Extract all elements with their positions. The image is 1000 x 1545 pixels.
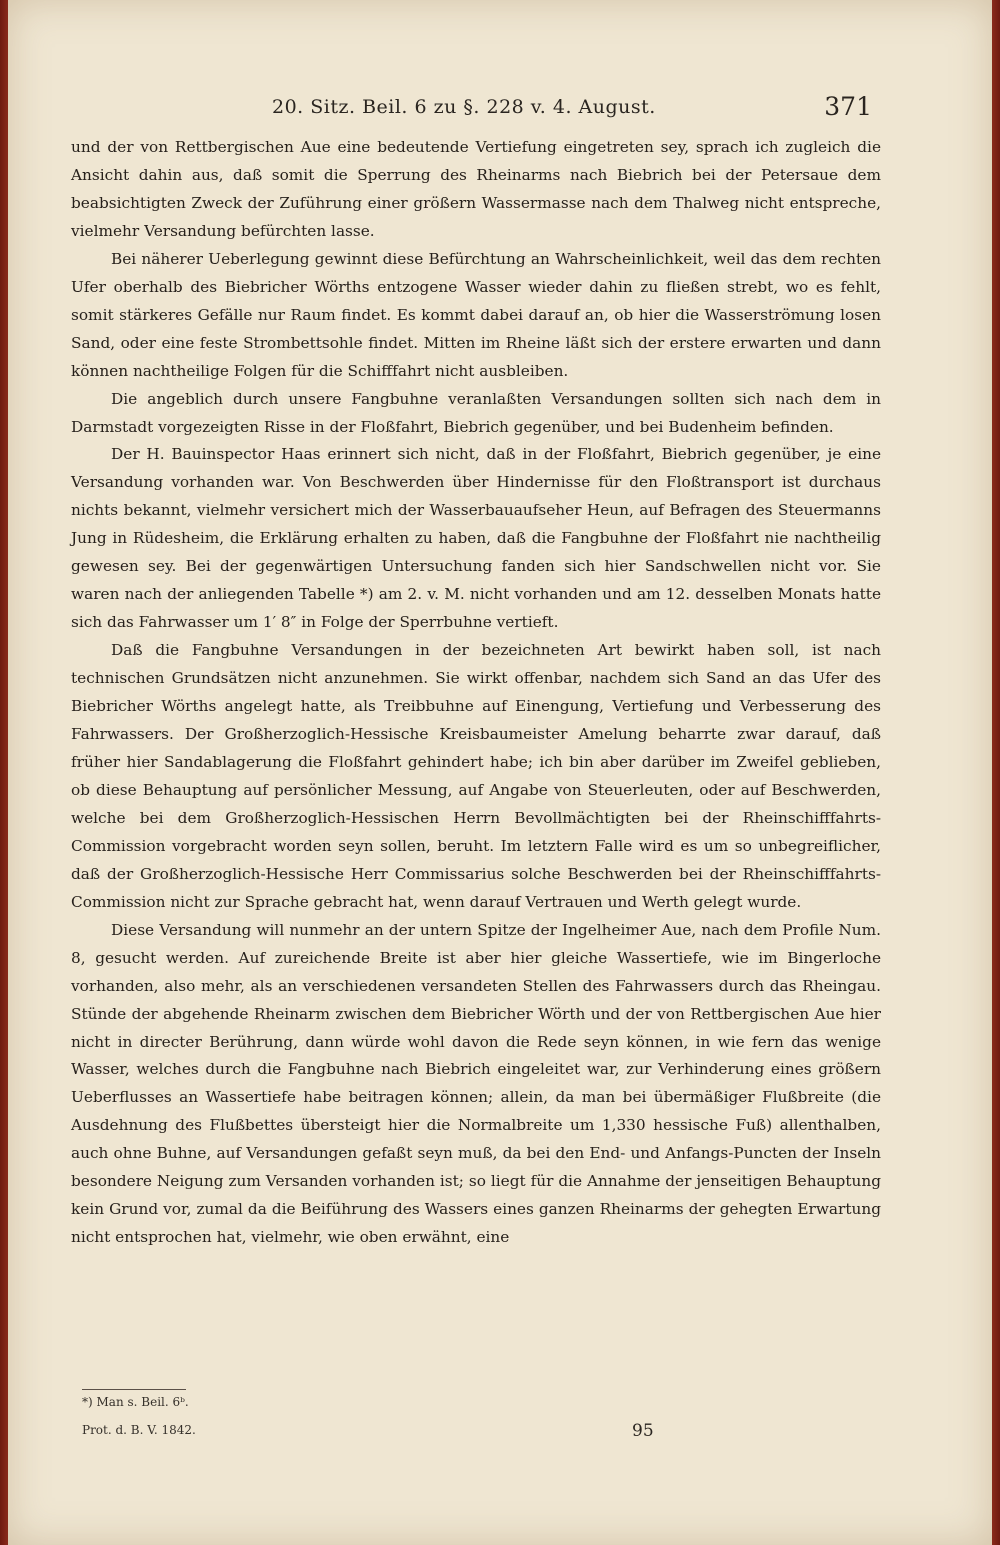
book-edge-left bbox=[0, 0, 8, 1545]
paragraph: Bei näherer Ueberlegung gewinnt diese Befürchtung an Wahrscheinlichkeit, weil das dem rechten Ufer oberhalb des Biebricher Wörths entzogene Wasser wieder dahin zu fließen strebt, wo es fehlt, somit stärkeres Gefälle nur Raum findet. Es kommt dabei darauf an, ob hier die Wasserströmung losen Sand, oder eine feste Strombettsohle findet. Mitten im Rheine läßt sich der erstere erwarten und dann können nachtheilige Folgen für die Schifffahrt nicht ausbleiben. bbox=[71, 249, 881, 380]
signature-line: Prot. d. B. V. 1842. bbox=[82, 1423, 196, 1437]
paragraph: Der H. Bauinspector Haas erinnert sich nicht, daß in der Floßfahrt, Biebrich gegenüber, je eine Versandung vorhanden war. Von Beschwerden über Hindernisse für den Floßtransport ist durchaus nichts bekannt, vielmehr versichert mich der Wasserbauaufseher Heun, auf Befragen des Steuermanns Jung in Rüdesheim, die Erklärung erhalten zu haben, daß die Fangbuhne der Floßfahrt nie nachtheilig gewesen sey. Bei der gegenwärtigen Untersuchung fanden sich hier Sandschwellen nicht vor. Sie waren nach der anliegenden Tabelle *) am 2. v. M. nicht vorhanden und am 12. desselben Monats hatte sich das Fahrwasser um 1′ 8″ in Folge der Sperrbuhne vertieft. bbox=[71, 445, 881, 632]
running-header bbox=[272, 92, 872, 126]
paragraph: und der von Rettbergischen Aue eine bedeutende Vertiefung eingetreten sey, sprach ich zugleich die Ansicht dahin aus, daß somit die Sperrung des Rheinarms nach Biebrich bei der Petersaue dem beabsichtigten Zweck der Zuführung einer größern Wassermasse nach dem Thalweg nicht entspreche, vielmehr Versandung befürchten lasse. bbox=[71, 138, 881, 240]
body-text bbox=[71, 134, 881, 1252]
paragraph: Die angeblich durch unsere Fangbuhne veranlaßten Versandungen sollten sich nach dem in Darmstadt vorgezeigten Risse in der Floßfahrt, Biebrich gegenüber, und bei Budenheim befinden. bbox=[71, 389, 881, 436]
footnote: *) Man s. Beil. 6ᵇ. bbox=[82, 1395, 189, 1409]
header-title: 20. Sitz. Beil. 6 zu §. 228 v. 4. August. bbox=[272, 96, 656, 118]
paragraph: Diese Versandung will nunmehr an der untern Spitze der Ingelheimer Aue, nach dem Profile Num. 8, gesucht werden. Auf zureichende Breite ist aber hier gleiche Wassertiefe, wie im Bingerloche vorhanden, also mehr, als an verschiedenen versandeten Stellen des Fahrwassers durch das Rheingau. Stünde der abgehende Rheinarm zwischen dem Biebricher Wörth und der von Rettbergischen Aue hier nicht in directer Berührung, dann würde wohl davon die Rede seyn können, in wie fern das wenige Wasser, welches durch die Fangbuhne nach Biebrich eingeleitet war, zur Verhinderung eines größern Ueberflusses an Wassertiefe habe beitragen können; allein, da man bei übermäßiger Flußbreite (die Ausdehnung des Flußbettes übersteigt hier die Normalbreite um 1,330 hessische Fuß) allenthalben, auch ohne Buhne, auf Versandungen gefaßt seyn muß, da bei den End- und Anfangs-Puncten der Inseln besondere Neigung zum Versanden vorhanden ist; so liegt für die Annahme der jenseitigen Behauptung kein Grund vor, zumal da die Beiführung des Wassers eines ganzen Rheinarms der gehegten Erwartung nicht entsprochen hat, vielmehr, wie oben erwähnt, eine bbox=[71, 920, 881, 1247]
book-edge-right bbox=[992, 0, 1000, 1545]
footnote-rule bbox=[82, 1389, 186, 1390]
sheet-number: 95 bbox=[632, 1421, 654, 1441]
paragraph: Daß die Fangbuhne Versandungen in der bezeichneten Art bewirkt haben soll, ist nach technischen Grundsätzen nicht anzunehmen. Sie wirkt offenbar, nachdem sich Sand an das Ufer des Biebricher Wörths angelegt hatte, als Treibbuhne auf Einengung, Vertiefung und Verbesserung des Fahrwassers. Der Großherzoglich-Hessische Kreisbaumeister Amelung beharrte zwar darauf, daß früher hier Sandablagerung die Floßfahrt gehindert habe; ich bin aber darüber im Zweifel geblieben, ob diese Behauptung auf persönlicher Messung, auf Angabe von Steuerleuten, oder auf Beschwerden, welche bei dem Großherzoglich-Hessischen Herrn Bevollmächtigten bei der Rheinschifffahrts-Commission vorgebracht worden seyn sollen, beruht. Im letztern Falle wird es um so unbegreiflicher, daß der Großherzoglich-Hessische Herr Commissarius solche Beschwerden bei der Rheinschifffahrts-Commission nicht zur Sprache gebracht hat, wenn darauf Vertrauen und Werth gelegt wurde. bbox=[71, 641, 881, 911]
page-number: 371 bbox=[824, 92, 872, 121]
